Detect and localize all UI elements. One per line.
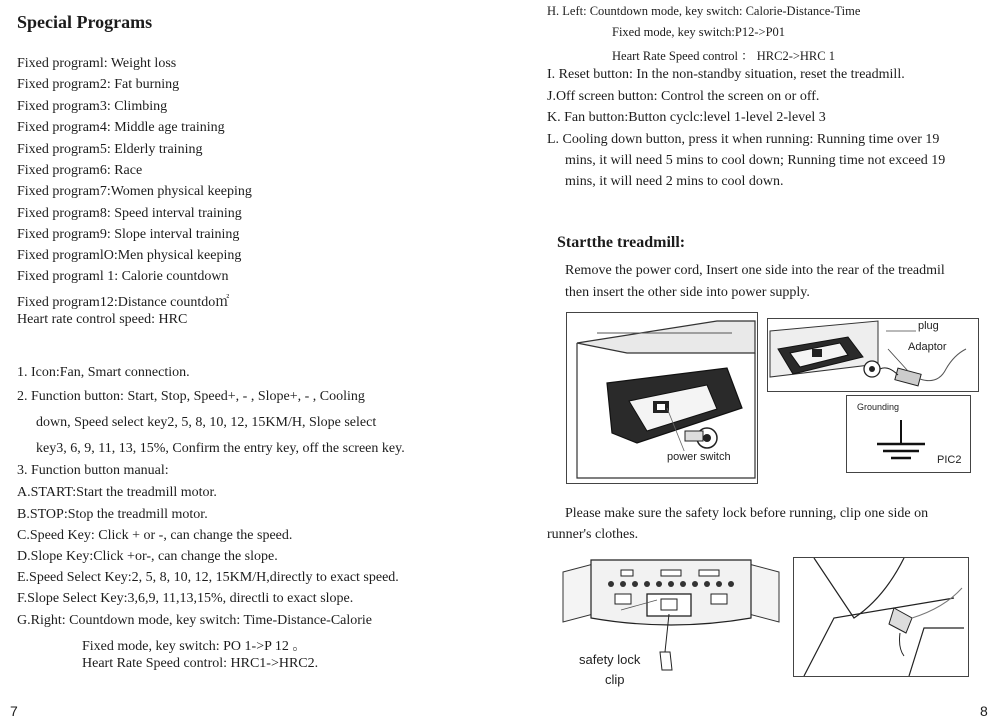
list-item: key3, 6, 9, 11, 13, 15%, Confirm the entry key, off the screen key.	[36, 441, 405, 456]
list-item: K. Fan button:Button cyclc:level 1-level 2-level 3	[547, 110, 826, 125]
clothes-clip-illustration	[794, 558, 968, 676]
list-item: Please make sure the safety lock before running, clip one side on	[565, 506, 929, 521]
list-item: D.Slope Key:Click +or-, can change the slope.	[17, 549, 278, 564]
console-illustration	[561, 552, 781, 692]
list-item: Fixed program3: Climbing	[17, 99, 168, 114]
section-title-start: Startthe treadmill:	[557, 234, 686, 251]
list-item: Fixed program6: Race	[17, 163, 143, 178]
list-item: L. Cooling down button, press it when running: Running time over 19	[547, 132, 940, 147]
pic2-label: PIC2	[937, 454, 962, 466]
page-number-right: 8	[980, 703, 988, 719]
list-item: A.START:Start the treadmill motor.	[17, 485, 217, 500]
adaptor-label: Adaptor	[908, 341, 947, 353]
list-item: I. Reset button: In the non-standby situation, reset the treadmill.	[547, 67, 905, 82]
list-item: Fixed program4: Middle age training	[17, 120, 225, 135]
list-item: Fixed program5: Elderly training	[17, 142, 203, 157]
list-item: C.Speed Key: Click + or -, can change the speed.	[17, 528, 293, 543]
list-item: runner's clothes.	[547, 527, 639, 542]
list-item: mins, it will need 5 mins to cool down; Running time not exceed 19	[565, 153, 946, 168]
grounding-label: Grounding	[857, 402, 900, 412]
clip-label: clip	[605, 672, 625, 687]
list-item: Heart rate control speed: HRC	[17, 312, 188, 327]
list-item: G.Right: Countdown mode, key switch: Time-Distance-Calorie	[17, 613, 373, 628]
list-item: Fixed program7:Women physical keeping	[17, 184, 252, 199]
list-item: Fixed program9: Slope interval training	[17, 227, 240, 242]
list-item: H. Left: Countdown mode, key switch: Calorie-Distance-Time	[547, 4, 861, 18]
list-item: Fixed program12:Distance countdo㎡	[17, 295, 230, 310]
list-item: 2. Function button: Start, Stop, Speed+, - , Slope+, - , Cooling	[17, 389, 365, 404]
list-item: Fixed mode, key switch: PO 1->P 12 。	[82, 639, 307, 654]
plug-label: plug	[918, 320, 939, 332]
list-item: E.Speed Select Key:2, 5, 8, 10, 12, 15KM/H,directly to exact speed.	[17, 570, 399, 585]
plug-adaptor-figure	[767, 318, 979, 392]
list-item: Fixed program8: Speed interval training	[17, 206, 242, 221]
list-item: Fixed programl 1: Calorie countdown	[17, 269, 229, 284]
power-switch-label: power switch	[667, 451, 731, 463]
list-item: B.STOP:Stop the treadmill motor.	[17, 507, 208, 522]
list-item: Remove the power cord, Insert one side into the rear of the treadmil	[565, 263, 945, 278]
page-title-special-programs: Special Programs	[17, 12, 153, 32]
grounding-figure	[846, 395, 971, 473]
safety-lock-figure	[561, 552, 781, 692]
list-item: Heart Rate Speed control ： HRC2->HRC 1	[612, 49, 835, 63]
list-item: 3. Function button manual:	[17, 463, 169, 478]
list-item: Heart Rate Speed control: HRC1->HRC2.	[82, 656, 319, 671]
adaptor-illustration	[768, 319, 978, 391]
page-number-left: 7	[10, 703, 18, 719]
list-item: 1. Icon:Fan, Smart connection.	[17, 365, 190, 380]
list-item: F.Slope Select Key:3,6,9, 11,13,15%, directli to exact slope.	[17, 591, 354, 606]
list-item: J.Off screen button: Control the screen on or off.	[547, 89, 820, 104]
list-item: Fixed programlO:Men physical keeping	[17, 248, 242, 263]
list-item: then insert the other side into power supply.	[565, 285, 810, 300]
power-switch-figure	[566, 312, 758, 484]
list-item: mins, it will need 2 mins to cool down.	[565, 174, 784, 189]
list-item: Fixed programl: Weight loss	[17, 56, 177, 71]
list-item: down, Speed select key2, 5, 8, 10, 12, 15KM/H, Slope select	[36, 415, 377, 430]
list-item: Fixed mode, key switch:P12->P01	[612, 25, 786, 39]
clip-clothes-figure	[793, 557, 969, 677]
safety-lock-label: safety lock	[579, 652, 641, 667]
list-item: Fixed program2: Fat burning	[17, 77, 180, 92]
